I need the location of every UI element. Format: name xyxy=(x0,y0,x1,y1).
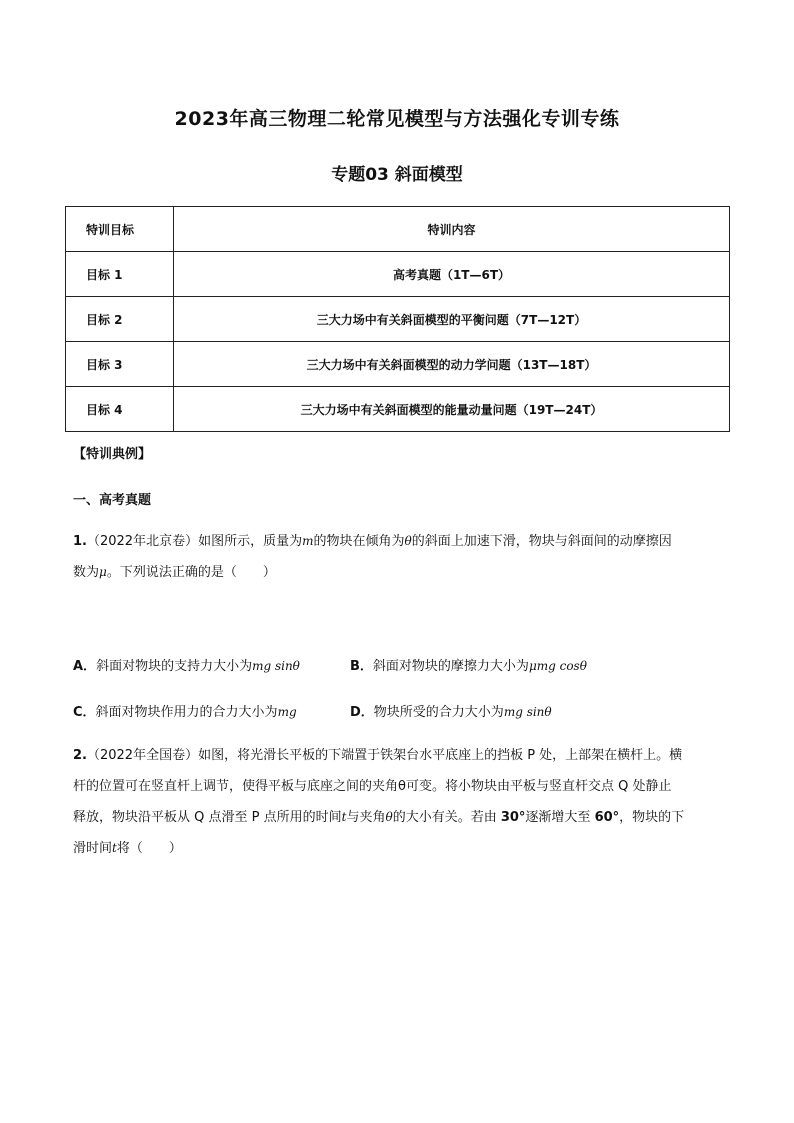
table-cell-goal: 目标 2 xyxy=(66,297,174,342)
question-text: 的物块在倾角为 xyxy=(313,534,405,549)
angle-value: 30° xyxy=(500,810,526,825)
question-1 xyxy=(73,526,723,588)
table-cell-content: 高考真题（1T—6T） xyxy=(174,252,730,297)
question-text: 的斜面上加速下滑，物块与斜面间的动摩擦因 xyxy=(411,534,672,549)
goals-table xyxy=(65,206,730,432)
math-t: t xyxy=(112,841,117,855)
question-text: 的大小有关。若由 xyxy=(392,810,501,825)
math-t: t xyxy=(341,810,347,824)
option-label: A． xyxy=(73,659,97,674)
question-text: 数为 xyxy=(73,565,100,580)
table-cell-content: 三大力场中有关斜面模型的能量动量问题（19T—24T） xyxy=(174,387,730,432)
option-c[interactable] xyxy=(73,701,297,720)
question-text: 与夹角 xyxy=(346,810,386,825)
question-2-line-2: 杆的位置可在竖直杆上调节，使得平板与底座之间的夹角θ可变。将小物块由平板与竖直杆交点 Q 处静止 xyxy=(73,779,672,794)
table-row xyxy=(66,252,730,297)
question-number: 2. xyxy=(73,748,87,763)
option-math: mg sinθ xyxy=(503,705,552,719)
question-number: 1. xyxy=(73,534,87,549)
math-theta: θ xyxy=(404,534,412,548)
table-header-row xyxy=(66,207,730,252)
option-math: mg sinθ xyxy=(252,659,300,673)
question-2 xyxy=(73,740,723,864)
math-theta: θ xyxy=(385,810,393,824)
question-source: （2022年北京卷） xyxy=(86,534,199,549)
option-b[interactable] xyxy=(350,655,587,674)
question-text: 将（ ） xyxy=(116,841,182,856)
question-source: （2022年全国卷） xyxy=(86,748,199,763)
math-mu: μ xyxy=(99,565,107,579)
question-text: 。下列说法正确的是（ ） xyxy=(106,565,276,580)
question-2-line-4 xyxy=(73,833,723,864)
section-one-heading: 一、高考真题 xyxy=(73,493,152,508)
table-row xyxy=(66,297,730,342)
table-row xyxy=(66,342,730,387)
question-1-line-1 xyxy=(73,526,723,557)
option-label: D． xyxy=(350,705,374,720)
document-title: 2023年高三物理二轮常见模型与方法强化专训专练 xyxy=(174,108,620,130)
math-m: m xyxy=(302,534,314,548)
option-math: mg xyxy=(277,705,297,719)
question-text: 如图，将光滑长平板的下端置于铁架台水平底座上的挡板 P 处，上部架在横杆上。横 xyxy=(198,748,683,763)
table-cell-content: 三大力场中有关斜面模型的平衡问题（7T—12T） xyxy=(174,297,730,342)
document-subtitle: 专题03 斜面模型 xyxy=(331,165,463,185)
question-2-line-3 xyxy=(73,802,723,833)
option-text: 物块所受的合力大小为 xyxy=(373,705,504,720)
question-text: 释放，物块沿平板从 Q 点滑至 P 点所用的时间 xyxy=(73,810,342,825)
table-row xyxy=(66,387,730,432)
question-text: 逐渐增大至 xyxy=(525,810,595,825)
option-text: 斜面对物块作用力的合力大小为 xyxy=(95,705,278,720)
option-label: C． xyxy=(73,705,96,720)
option-math: μmg cosθ xyxy=(528,659,587,673)
option-text: 斜面对物块的支持力大小为 xyxy=(96,659,253,674)
option-text: 斜面对物块的摩擦力大小为 xyxy=(372,659,529,674)
table-cell-goal: 目标 1 xyxy=(66,252,174,297)
table-cell-goal: 目标 4 xyxy=(66,387,174,432)
option-a[interactable] xyxy=(73,655,300,674)
question-1-line-2 xyxy=(73,557,723,588)
question-text: 如图所示，质量为 xyxy=(198,534,303,549)
table-header-goal: 特训目标 xyxy=(66,207,174,252)
option-label: B． xyxy=(350,659,373,674)
section-examples-heading: 【特训典例】 xyxy=(73,447,152,462)
question-text: 滑时间 xyxy=(73,841,113,856)
question-text: ，物块的下 xyxy=(619,810,685,825)
question-2-line-1 xyxy=(73,740,723,771)
option-d[interactable] xyxy=(350,701,552,720)
table-cell-goal: 目标 3 xyxy=(66,342,174,387)
table-header-content: 特训内容 xyxy=(174,207,730,252)
angle-value: 60° xyxy=(594,810,620,825)
table-cell-content: 三大力场中有关斜面模型的动力学问题（13T—18T） xyxy=(174,342,730,387)
